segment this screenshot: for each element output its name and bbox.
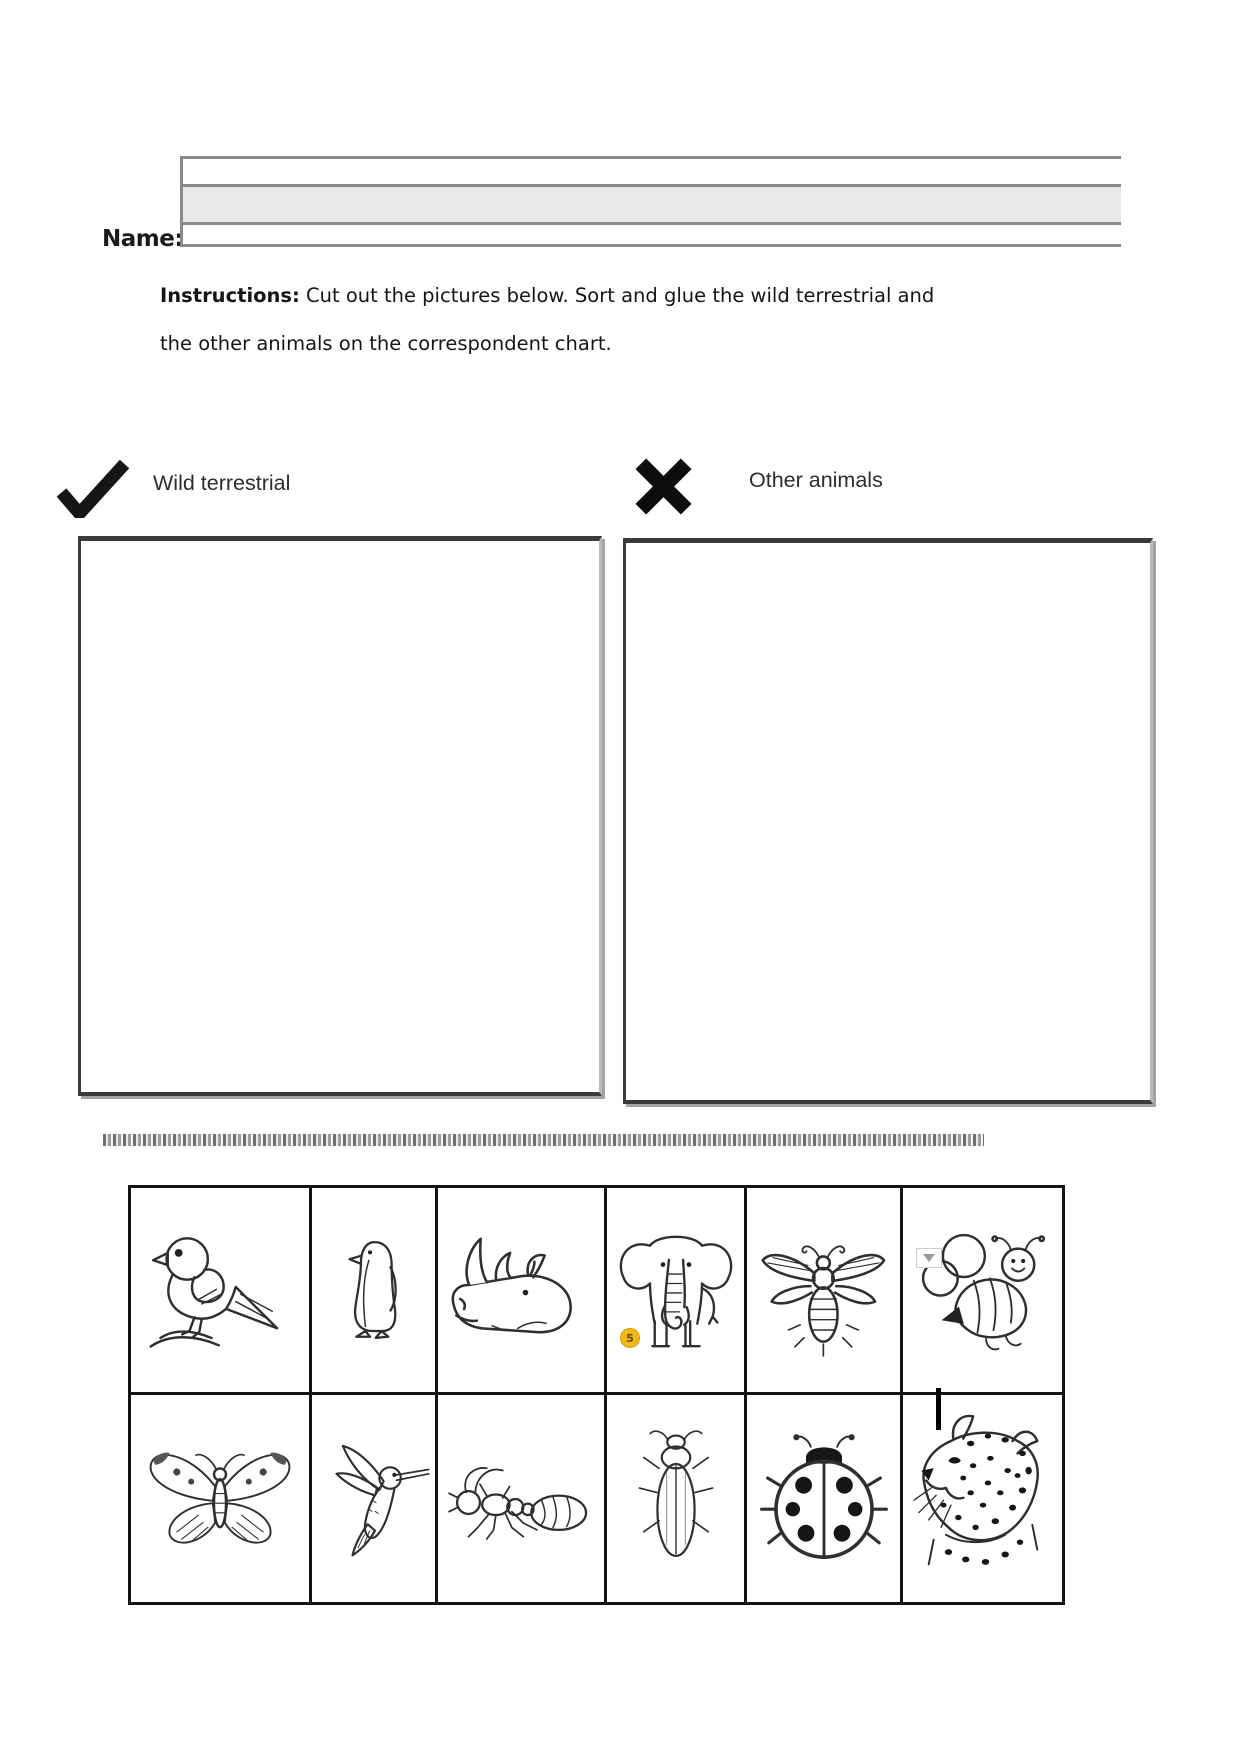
- chevron-down-icon: [923, 1254, 935, 1262]
- hummingbird-illustration: [315, 1423, 433, 1575]
- cutout-cell-beetle: [607, 1395, 747, 1602]
- butterfly-illustration: [136, 1436, 304, 1562]
- ant-illustration: [441, 1450, 601, 1547]
- annotation-badge[interactable]: 5: [620, 1328, 640, 1348]
- cutout-cell-elephant: [607, 1188, 747, 1395]
- leopard-illustration: [909, 1406, 1057, 1592]
- cutout-cell-leopard: [903, 1395, 1062, 1602]
- dashed-cut-line: [103, 1134, 984, 1146]
- instructions-label: Instructions:: [160, 284, 300, 307]
- rhinoceros-illustration: [441, 1226, 601, 1354]
- category-label-other-animals: Other animals: [749, 468, 883, 492]
- dropdown-arrow-widget[interactable]: [916, 1248, 942, 1268]
- bee-illustration: [912, 1225, 1054, 1355]
- instructions-line1: Cut out the pictures below. Sort and glue the wild terrestrial and: [306, 284, 935, 307]
- cutout-cell-penguin: [312, 1188, 438, 1395]
- flying-insect-illustration: [749, 1219, 899, 1361]
- beetle-illustration: [635, 1420, 717, 1578]
- glue-box-other-animals: [623, 538, 1153, 1104]
- name-label: Name:: [102, 226, 184, 252]
- cutout-cell-ant: [438, 1395, 607, 1602]
- category-label-wild-terrestrial: Wild terrestrial: [153, 471, 291, 495]
- cutout-cell-butterfly: [131, 1395, 312, 1602]
- ladybug-illustration: [758, 1429, 890, 1569]
- instructions-paragraph: [160, 272, 1020, 367]
- cross-icon: [625, 455, 702, 518]
- penguin-illustration: [331, 1233, 417, 1347]
- text-cursor-mark: [936, 1388, 941, 1430]
- cutout-cell-rhinoceros: [438, 1188, 607, 1395]
- bird-illustration: [141, 1226, 299, 1354]
- cutout-cell-flying-insect: [747, 1188, 903, 1395]
- check-icon: [55, 458, 131, 518]
- name-line-top: [183, 156, 1121, 184]
- glue-box-wild-terrestrial: [78, 536, 602, 1096]
- cutout-cell-bird: [131, 1188, 312, 1395]
- cutout-cell-ladybug: [747, 1395, 903, 1602]
- name-lines-table: [180, 156, 1121, 247]
- instructions-line2: the other animals on the correspondent chart.: [160, 331, 612, 355]
- name-line-write[interactable]: [183, 222, 1121, 247]
- name-input-field[interactable]: [183, 184, 1121, 222]
- cutout-cell-bee: [903, 1188, 1062, 1395]
- cutout-cell-hummingbird: [312, 1395, 438, 1602]
